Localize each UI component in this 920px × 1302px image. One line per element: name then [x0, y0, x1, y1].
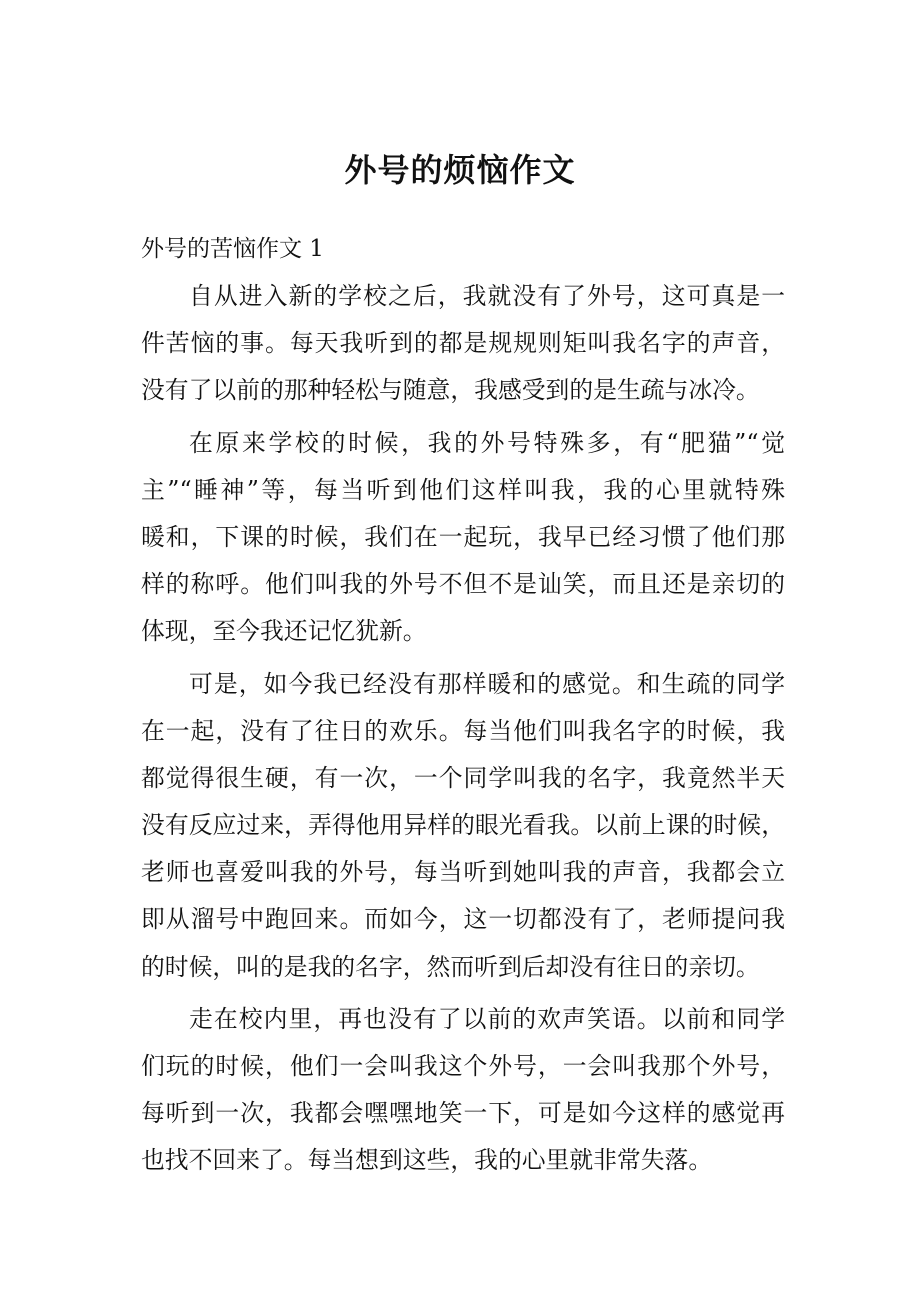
paragraph-line: 体现，至今我还记忆犹新。	[141, 617, 427, 646]
paragraph-line: 即从溜号中跑回来。而如今，这一切都没有了，老师提问我	[141, 905, 785, 934]
paragraph	[141, 276, 785, 418]
paragraph-line: 主”“睡神”等，每当听到他们这样叫我，我的心里就特殊	[141, 475, 785, 504]
paragraph	[141, 999, 785, 1188]
paragraph-line: 也找不回来了。每当想到这些，我的心里就非常失落。	[141, 1146, 713, 1175]
paragraph-line: 在一起，没有了往日的欢乐。每当他们叫我名字的时候，我	[141, 716, 785, 745]
paragraph-line: 件苦恼的事。每天我听到的都是规规则矩叫我名字的声音，	[141, 329, 785, 358]
paragraph-line: 们玩的时候，他们一会叫我这个外号，一会叫我那个外号，	[141, 1052, 785, 1080]
section-heading: 外号的苦恼作文 1	[141, 236, 324, 262]
paragraph-line: 每听到一次，我都会嘿嘿地笑一下，可是如今这样的感觉再	[141, 1099, 785, 1128]
paragraph-line: 暖和，下课的时候，我们在一起玩，我早已经习惯了他们那	[141, 522, 785, 551]
paragraph-line: 没有了以前的那种轻松与随意，我感受到的是生疏与冰冷。	[141, 376, 760, 405]
paragraph-line: 自从进入新的学校之后，我就没有了外号，这可真是一	[189, 282, 785, 310]
paragraph	[141, 423, 785, 659]
document-body	[141, 276, 785, 1193]
document-title: 外号的烦恼作文	[344, 151, 576, 189]
paragraph-line: 可是，如今我已经没有那样暖和的感觉。和生疏的同学	[189, 669, 785, 698]
paragraph	[141, 664, 785, 994]
paragraph-line: 没有反应过来，弄得他用异样的眼光看我。以前上课的时候，	[141, 811, 785, 840]
paragraph-line: 老师也喜爱叫我的外号，每当听到她叫我的声音，我都会立	[141, 858, 785, 887]
paragraph-line: 的时候，叫的是我的名字，然而听到后却没有往日的亲切。	[141, 952, 760, 981]
paragraph-line: 样的称呼。他们叫我的外号不但不是讪笑，而且还是亲切的	[141, 570, 785, 599]
paragraph-line: 都觉得很生硬，有一次，一个同学叫我的名字，我竟然半天	[141, 763, 785, 792]
paragraph-line: 在原来学校的时候，我的外号特殊多，有“肥猫”“觉	[189, 428, 785, 457]
paragraph-line: 走在校内里，再也没有了以前的欢声笑语。以前和同学	[189, 1004, 785, 1033]
